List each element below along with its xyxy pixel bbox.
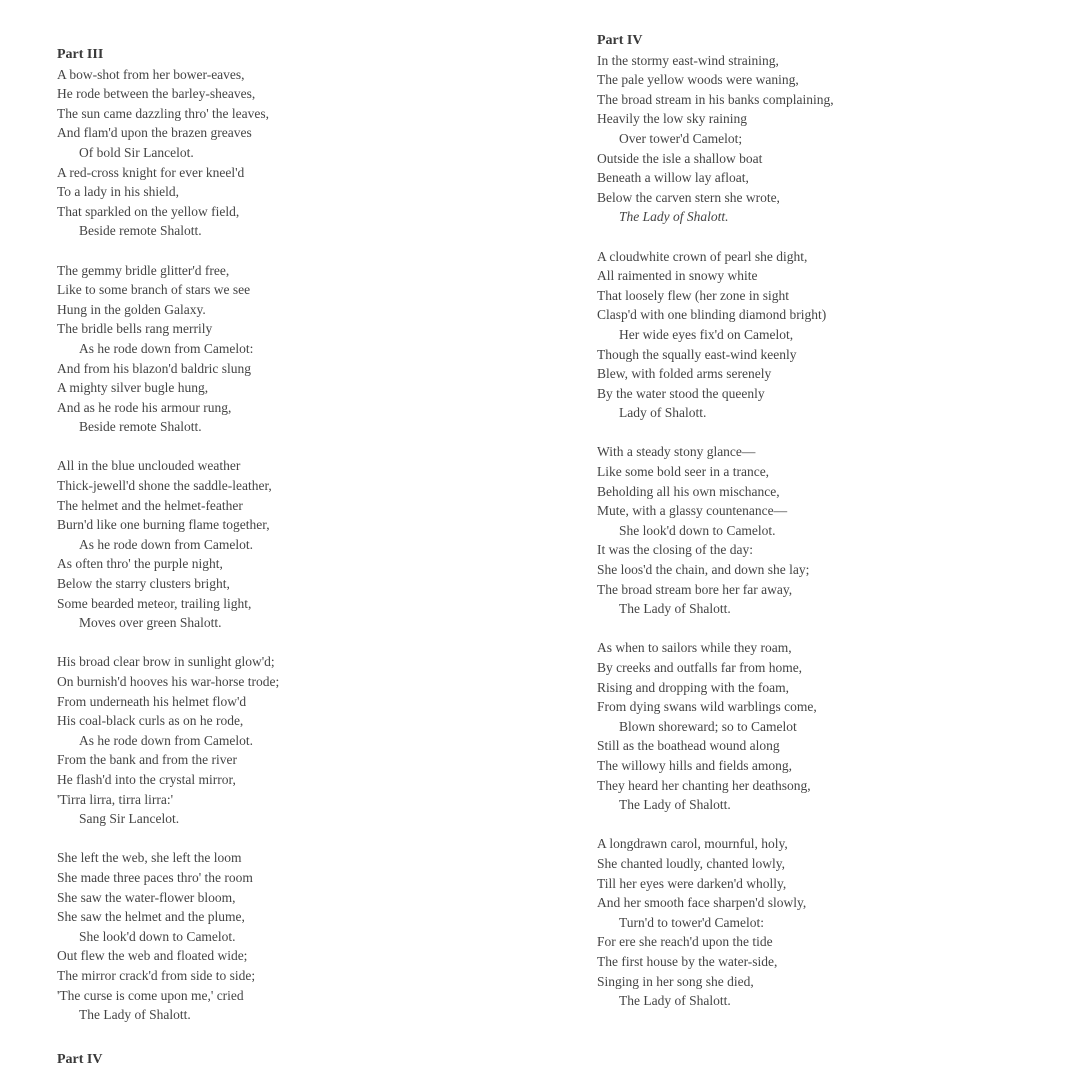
verse-line: The willowy hills and fields among, — [597, 757, 792, 773]
verse-line: And flam'd upon the brazen greaves — [57, 125, 252, 141]
verse-line: The mirror crack'd from side to side; — [57, 967, 256, 983]
stanza — [597, 442, 1057, 618]
verse-line: The helmet and the helmet-feather — [57, 497, 243, 513]
stanza — [57, 848, 527, 1024]
refrain-line: Over tower'd Camelot; — [619, 130, 743, 146]
refrain-line: As he rode down from Camelot. — [79, 536, 253, 552]
stanza — [57, 65, 527, 241]
verse-line: The first house by the water-side, — [597, 953, 778, 969]
refrain-line: As he rode down from Camelot: — [79, 340, 254, 356]
verse-line: She left the web, she left the loom — [57, 850, 242, 866]
stanza — [57, 456, 527, 632]
verse-line: The pale yellow woods were waning, — [597, 72, 799, 88]
verse-line: She saw the helmet and the plume, — [57, 909, 245, 925]
verse-line: Singing in her song she died, — [597, 973, 754, 989]
verse-line: His coal-black curls as on he rode, — [57, 713, 244, 729]
refrain-line: The Lady of Shalott. — [79, 1007, 191, 1023]
verse-line: A cloudwhite crown of pearl she dight, — [597, 248, 808, 264]
verse-line: Till her eyes were darken'd wholly, — [597, 875, 787, 891]
verse-line: As when to sailors while they roam, — [597, 640, 792, 656]
refrain-line: The Lady of Shalott. — [619, 993, 731, 1009]
verse-line: From the bank and from the river — [57, 752, 237, 768]
refrain-line: Sang Sir Lancelot. — [79, 811, 180, 827]
verse-line: From dying swans wild warblings come, — [597, 699, 817, 715]
refrain-line: Of bold Sir Lancelot. — [79, 144, 194, 160]
next-part-heading-cutoff — [57, 1050, 109, 1067]
verse-line: Burn'd like one burning flame together, — [57, 517, 270, 533]
verse-line: 'Tirra lirra, tirra lirra:' — [57, 791, 174, 807]
refrain-line: The Lady of Shalott. — [619, 601, 731, 617]
stanza — [597, 834, 1057, 1010]
refrain-line: As he rode down from Camelot. — [79, 732, 253, 748]
verse-line: A bow-shot from her bower-eaves, — [57, 66, 245, 82]
verse-line: She chanted loudly, chanted lowly, — [597, 855, 785, 871]
verse-line: Outside the isle a shallow boat — [597, 150, 763, 166]
stanza-list — [57, 65, 527, 1025]
verse-line: For ere she reach'd upon the tide — [597, 934, 773, 950]
verse-line: The broad stream bore her far away, — [597, 581, 793, 597]
verse-line: On burnish'd hooves his war-horse trode; — [57, 674, 280, 689]
verse-line: The sun came dazzling thro' the leaves, — [57, 105, 269, 121]
refrain-line: Lady of Shalott. — [619, 405, 707, 421]
verse-line: The gemmy bridle glitter'd free, — [57, 262, 230, 278]
verse-line: And as he rode his armour rung, — [57, 399, 232, 415]
refrain-line: Beside remote Shalott. — [79, 223, 202, 239]
verse-line: Still as the boathead wound along — [597, 738, 780, 754]
verse-line: The broad stream in his banks complaining, — [597, 91, 834, 107]
verse-line: A mighty silver bugle hung, — [57, 380, 209, 396]
verse-line: From underneath his helmet flow'd — [57, 693, 247, 709]
stanza — [57, 652, 527, 828]
verse-line: Though the squally east-wind keenly — [597, 346, 797, 362]
verse-line: Heavily the low sky raining — [597, 111, 747, 127]
left-column — [57, 45, 527, 1044]
stanza — [597, 638, 1057, 814]
verse-line: As often thro' the purple night, — [57, 556, 223, 572]
verse-line: Below the starry clusters bright, — [57, 576, 230, 592]
part-heading: Part IV — [57, 1052, 103, 1067]
verse-line: A red-cross knight for ever kneel'd — [57, 164, 245, 180]
verse-line: 'The curse is come upon me,' cried — [57, 987, 244, 1003]
verse-line: He rode between the barley-sheaves, — [57, 86, 256, 102]
verse-line: Beneath a willow lay afloat, — [597, 170, 749, 186]
verse-line: He flash'd into the crystal mirror, — [57, 771, 236, 787]
stanza — [597, 247, 1057, 423]
verse-line: Rising and dropping with the foam, — [597, 679, 789, 695]
part-heading: Part IV — [597, 33, 643, 48]
verse-line: She made three paces thro' the room — [57, 869, 253, 885]
verse-line: The bridle bells rang merrily — [57, 321, 213, 337]
refrain-line: Moves over green Shalott. — [79, 615, 222, 631]
refrain-line: She look'd down to Camelot. — [619, 522, 776, 538]
refrain-line: She look'd down to Camelot. — [79, 928, 236, 944]
stanza — [57, 261, 527, 437]
verse-line: It was the closing of the day: — [597, 542, 753, 558]
refrain-line: Beside remote Shalott. — [79, 419, 202, 435]
verse-line: That loosely flew (her zone in sight — [597, 287, 789, 303]
right-column — [597, 31, 1057, 1030]
verse-line: To a lady in his shield, — [57, 184, 180, 200]
refrain-line: Blown shoreward; so to Camelot — [619, 718, 797, 734]
verse-line: By creeks and outfalls far from home, — [597, 660, 803, 675]
verse-line: Like to some branch of stars we see — [57, 282, 251, 298]
verse-line: Thick-jewell'd shone the saddle-leather, — [57, 478, 272, 494]
verse-line: She loos'd the chain, and down she lay; — [597, 562, 810, 578]
verse-line: Clasp'd with one blinding diamond bright) — [597, 307, 827, 323]
verse-line: All in the blue unclouded weather — [57, 458, 241, 474]
refrain-line: Turn'd to tower'd Camelot: — [619, 914, 764, 930]
verse-line: And her smooth face sharpen'd slowly, — [597, 895, 807, 911]
refrain-line: The Lady of Shalott. — [619, 797, 731, 813]
verse-line: Like some bold seer in a trance, — [597, 464, 770, 480]
refrain-line: The Lady of Shalott. — [619, 209, 729, 225]
verse-line: Hung in the golden Galaxy. — [57, 301, 206, 317]
verse-line: Out flew the web and floated wide; — [57, 948, 248, 964]
verse-line: That sparkled on the yellow field, — [57, 203, 240, 219]
verse-line: Beholding all his own mischance, — [597, 483, 780, 499]
verse-line: His broad clear brow in sunlight glow'd; — [57, 654, 275, 670]
verse-line: Mute, with a glassy countenance— — [597, 503, 788, 519]
verse-line: Blew, with folded arms serenely — [597, 366, 772, 382]
verse-line: With a steady stony glance— — [597, 444, 756, 460]
verse-line: She saw the water-flower bloom, — [57, 889, 236, 905]
part-heading: Part III — [57, 47, 104, 62]
verse-line: All raimented in snowy white — [597, 268, 758, 284]
verse-line: Some bearded meteor, trailing light, — [57, 595, 252, 611]
verse-line: Below the carven stern she wrote, — [597, 189, 780, 205]
refrain-line: Her wide eyes fix'd on Camelot, — [619, 326, 794, 342]
verse-line: In the stormy east-wind straining, — [597, 52, 779, 68]
stanza-list — [597, 51, 1057, 1011]
verse-line: A longdrawn carol, mournful, holy, — [597, 836, 788, 852]
verse-line: They heard her chanting her deathsong, — [597, 777, 811, 793]
verse-line: And from his blazon'd baldric slung — [57, 360, 252, 376]
stanza — [597, 51, 1057, 227]
verse-line: By the water stood the queenly — [597, 385, 765, 401]
